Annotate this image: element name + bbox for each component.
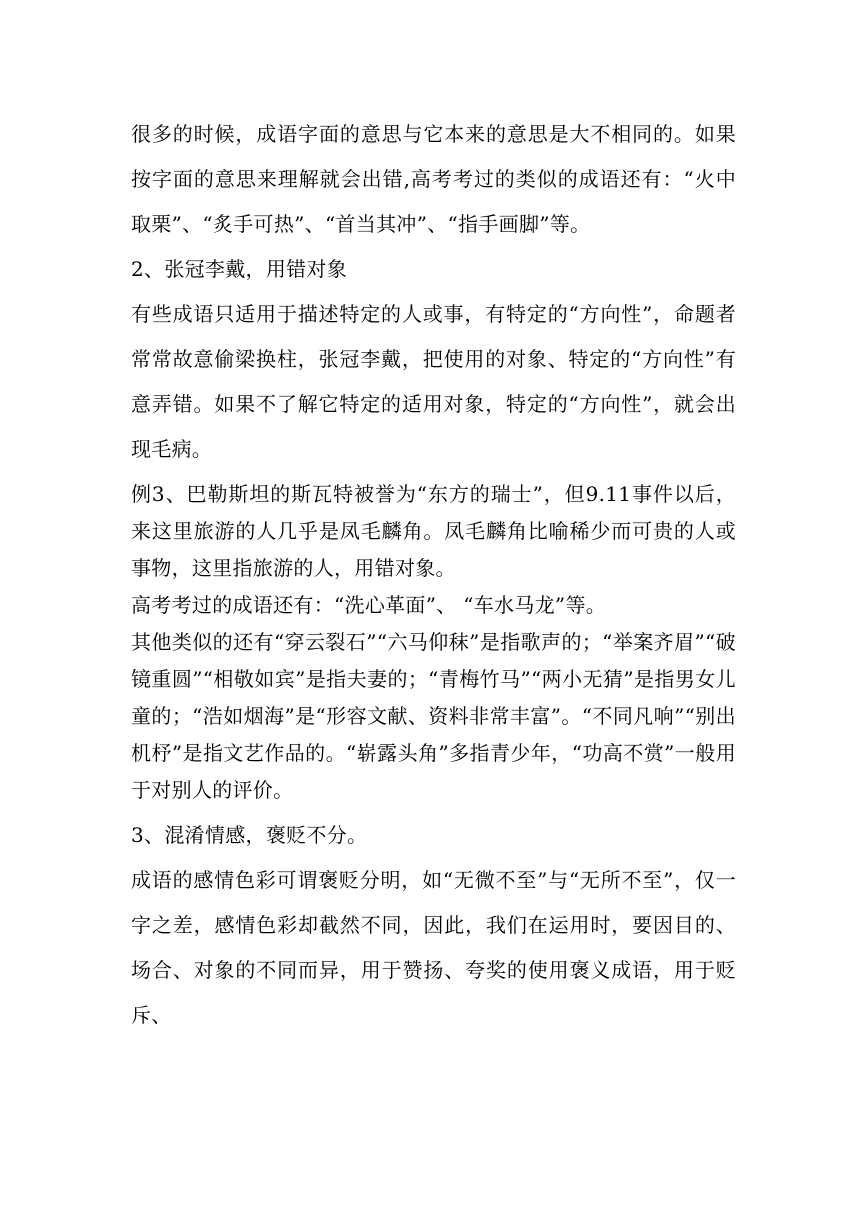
document-body bbox=[131, 112, 736, 1038]
heading-emotion-confusion: 3、混淆情感，褒贬不分。 bbox=[131, 823, 368, 847]
paragraph-emotional-color: 成语的感情色彩可谓褒贬分明，如“无微不至”与“无所不至”，仅一字之差，感情色彩却截然不同，因此，我们在运用时，要因目的、场合、对象的不同而异，用于赞扬、夸奖的使用褒义成语，用于贬斥、 bbox=[131, 868, 736, 1027]
paragraph-directionality: 有些成语只适用于描述特定的人或事，有特定的“方向性”，命题者常常故意偷梁换柱，张冠李戴，把使用的对象、特定的“方向性”有意弄错。如果不了解它特定的适用对象，特定的“方向性”，就会出现毛病。 bbox=[131, 302, 736, 461]
paragraph-literal-meaning: 很多的时候，成语字面的意思与它本来的意思是大不相同的。如果按字面的意思来理解就会出错,高考考过的类似的成语还有：“火中取栗”、“炙手可热”、“首当其冲”、“指手画脚”等。 bbox=[131, 122, 736, 236]
paragraph-other-similar: 其他类似的还有“穿云裂石”“六马仰秣”是指歌声的；“举案齐眉”“破镜重圆”“相敬如宾”是指夫妻的；“青梅竹马”“两小无猜”是指男女儿童的；“浩如烟海”是“形容文献、资料非常丰富”。“不同凡响”“别出机杼”是指文艺作品的。“崭露头角”多指青少年，“功高不赏”一般用于对别人的评价。 bbox=[131, 630, 736, 802]
heading-wrong-object: 2、张冠李戴，用错对象 bbox=[131, 257, 348, 281]
paragraph-exam-idioms: 高考考过的成语还有：“洗心革面”、 “车水马龙”等。 bbox=[131, 593, 607, 617]
paragraph-example-3: 例3、巴勒斯坦的斯瓦特被誉为“东方的瑞士”，但9.11事件以后，来这里旅游的人几乎是凤毛麟角。凤毛麟角比喻稀少而可贵的人或事物，这里指旅游的人，用错对象。 bbox=[131, 482, 736, 580]
